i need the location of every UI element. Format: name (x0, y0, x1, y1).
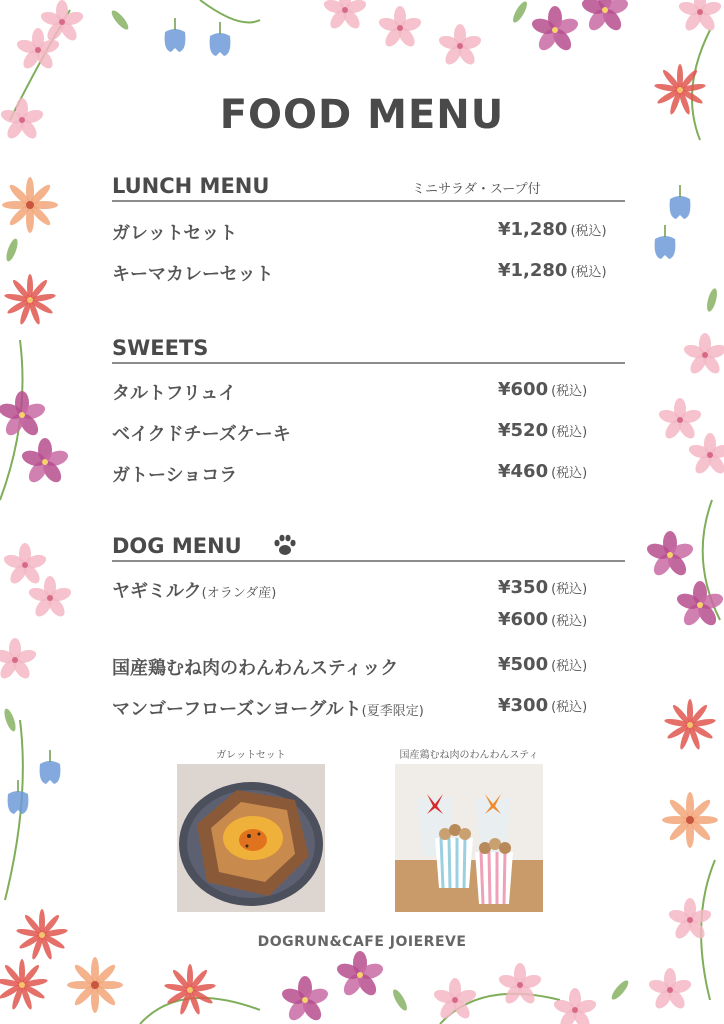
price-keema-curry-set: ¥1,280 (税込) (498, 260, 607, 281)
menu-item-goat-milk: ヤギミルク(オランダ産) (112, 581, 277, 602)
price-chicken-stick: ¥500 (税込) (498, 654, 588, 675)
paw-icon (272, 534, 298, 558)
page-title: FOOD MENU (219, 92, 505, 138)
lunch-note: ミニサラダ・スープ付 (412, 182, 541, 197)
menu-item-tarte-fruit: タルトフリュイ (112, 383, 237, 404)
price-mango-yogurt: ¥300 (税込) (498, 695, 588, 716)
lunch-section-header (112, 172, 625, 202)
dog-heading: DOG MENU (112, 534, 242, 558)
menu-item-galette-set: ガレットセット (112, 223, 238, 244)
menu-item-baked-cheesecake: ベイクドチーズケーキ (112, 424, 291, 445)
price-goat-milk-large: ¥600 (税込) (498, 609, 588, 630)
menu-item-mango-yogurt: マンゴーフローズンヨーグルト(夏季限定) (112, 699, 424, 720)
lunch-heading: LUNCH MENU (112, 174, 270, 198)
photo-caption-chicken-stick: 国産鶏むね肉のわんわんスティ (399, 750, 539, 761)
galette-photo (177, 764, 325, 912)
menu-item-chicken-stick: 国産鶏むね肉のわんわんスティック (112, 658, 399, 679)
price-gateau-chocolat: ¥460 (税込) (498, 461, 588, 482)
dog-section-header (112, 532, 625, 562)
menu-item-gateau-chocolat: ガトーショコラ (112, 465, 238, 486)
sweets-heading: SWEETS (112, 336, 209, 360)
price-galette-set: ¥1,280 (税込) (498, 219, 607, 240)
price-baked-cheesecake: ¥520 (税込) (498, 420, 588, 441)
menu-item-keema-curry-set: キーマカレーセット (112, 264, 274, 285)
sweets-section-header (112, 334, 625, 364)
price-tarte-fruit: ¥600 (税込) (498, 379, 588, 400)
price-goat-milk-small: ¥350 (税込) (498, 577, 588, 598)
footer-shop-name: DOGRUN&CAFE JOIEREVE (257, 934, 467, 950)
photo-caption-galette: ガレットセット (216, 750, 286, 761)
chicken-stick-photo (395, 764, 543, 912)
